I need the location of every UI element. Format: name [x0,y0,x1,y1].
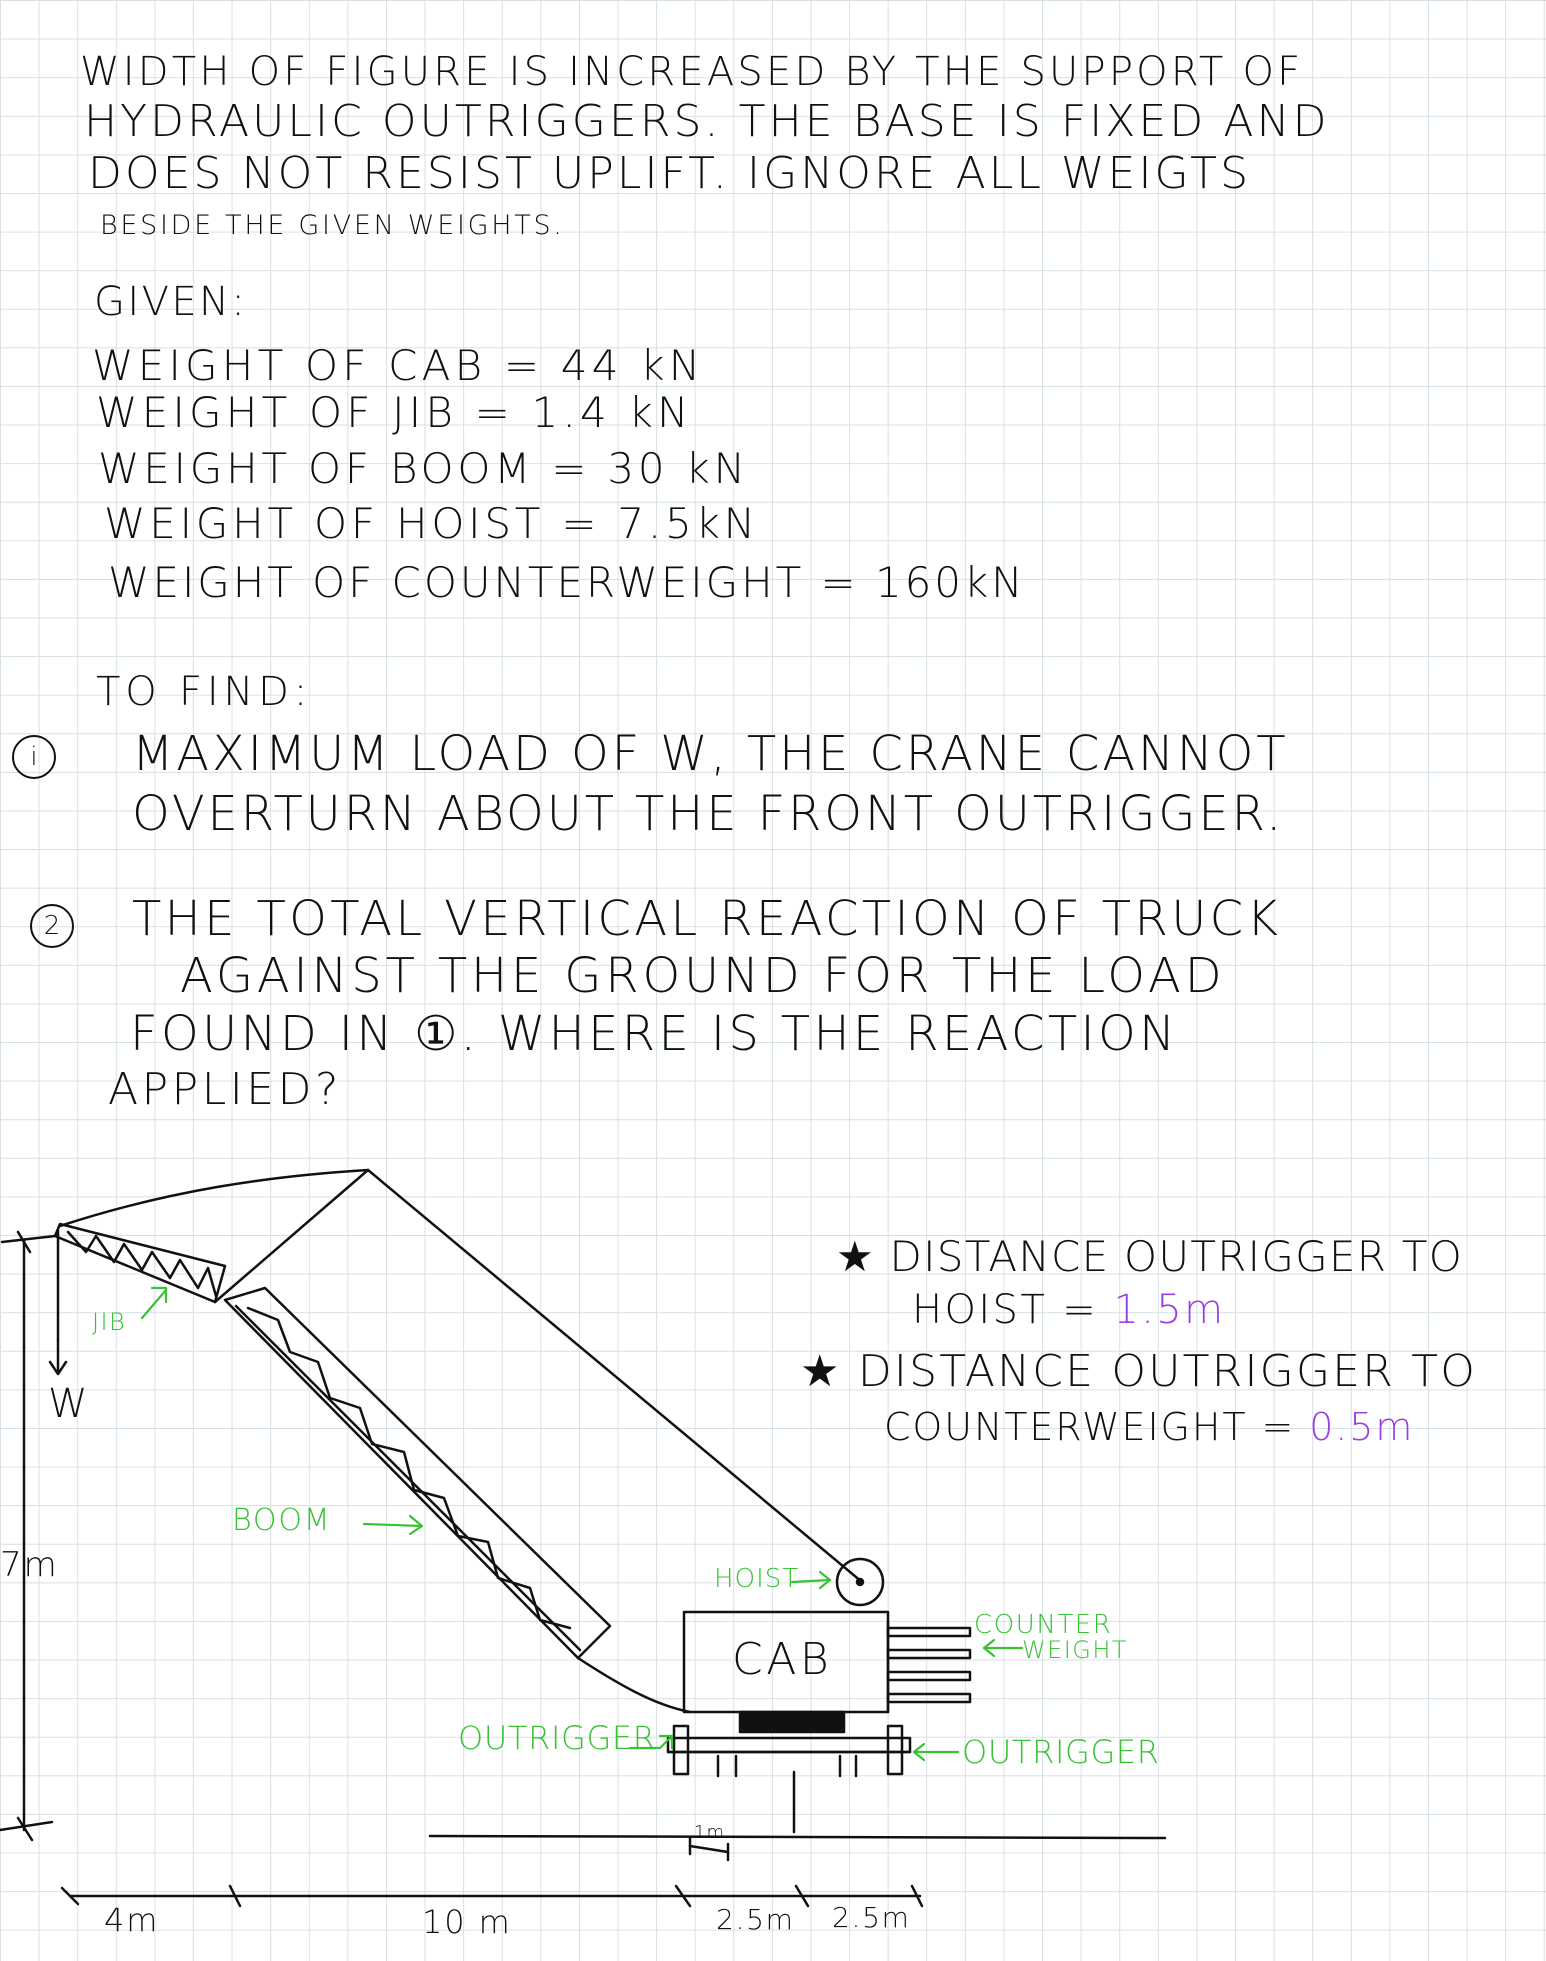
hoist-label: HOIST [714,1564,800,1594]
counterweight-label-line-2: WEIGHT [1022,1636,1128,1664]
boom-lacing [248,1308,570,1628]
load-w-arrow-head [50,1362,66,1374]
note-counterweight-line-2 [884,1405,1415,1449]
jib-label-arrow [142,1290,166,1318]
truck-frame [668,1738,910,1752]
note-counterweight-label: COUNTERWEIGHT = [884,1405,1296,1449]
to-find-heading: TO FIND: [96,669,313,715]
question-2-marker: 2 [30,904,74,948]
outrigger-right-label-arrow-head [914,1744,924,1760]
hoist-drum [837,1559,883,1605]
rigging-main-cable [368,1170,862,1582]
jib-label: JIB [92,1308,127,1336]
counterweight-plates [888,1622,970,1712]
cab-label: CAB [732,1634,833,1685]
dimension-2-5m-b-label: 2.5m [832,1901,911,1934]
given-item-counterweight: WEIGHT OF COUNTERWEIGHT = 160kN [108,558,1026,607]
boom-lacing-edge [236,1306,580,1650]
counterweight-label-line-1: COUNTER [974,1610,1113,1640]
note-hoist-line-1: ★ DISTANCE OUTRIGGER TO [836,1232,1464,1281]
jib [55,1224,225,1302]
intro-line-2: HYDRAULIC OUTRIGGERS. THE BASE IS FIXED AND [84,96,1330,147]
note-hoist-label: HOIST = [912,1287,1099,1333]
given-heading: GIVEN: [94,279,248,325]
question-1-line-2: OVERTURN ABOUT THE FRONT OUTRIGGER. [132,786,1285,842]
height-dimension-label: 7m [0,1545,59,1585]
question-2-line-4: APPLIED? [108,1064,342,1115]
dim-tick-4m [230,1886,240,1906]
outrigger-left-label: OUTRIGGER [458,1719,656,1757]
note-counterweight-line-1: ★ DISTANCE OUTRIGGER TO [800,1346,1478,1397]
dim-tick-16-5m [796,1886,808,1906]
boom-foot [578,1658,690,1712]
counterweight-label-arrow-head [984,1640,994,1656]
jib-lacing [68,1232,216,1296]
question-2-line-1: THE TOTAL VERTICAL REACTION OF TRUCK [132,891,1282,947]
rigging-back [60,1170,368,1226]
height-dimension-tick-bottom [0,1822,52,1830]
rigging-mast [215,1170,368,1302]
intro-line-4: BESIDE THE GIVEN WEIGHTS. [100,210,565,241]
outrigger-right-leg [888,1726,902,1774]
outrigger-right-label: OUTRIGGER [962,1733,1160,1771]
boom-label-arrow-head [410,1516,422,1534]
boom-label-arrow [364,1524,422,1526]
dim-tick-14m [676,1886,690,1906]
given-item-jib: WEIGHT OF JIB = 1.4 kN [96,388,693,437]
note-hoist-value: 1.5m [1113,1287,1226,1333]
intro-line-1: WIDTH OF FIGURE IS INCREASED BY THE SUPPORT OF [80,49,1304,95]
dim-1m-bar [690,1846,728,1852]
load-w-label: W [48,1381,90,1427]
question-2-line-2: AGAINST THE GROUND FOR THE LOAD [180,948,1226,1004]
given-item-cab: WEIGHT OF CAB = 44 kN [92,341,705,390]
hoist-drum-center [857,1579,863,1585]
dimension-10m-label: 10 m [422,1903,512,1941]
dimension-2-5m-a-label: 2.5m [716,1903,795,1936]
dimension-1m-label: 1m [694,1822,726,1843]
turntable [740,1712,844,1732]
height-dimension-tick-top [2,1236,55,1242]
ground-line [430,1836,1165,1838]
outrigger-left-leg [674,1726,688,1774]
given-item-hoist: WEIGHT OF HOIST = 7.5kN [104,499,759,548]
hoist-label-arrow-head [820,1572,830,1588]
question-2-line-3: FOUND IN ①. WHERE IS THE REACTION [130,1006,1179,1062]
note-hoist-line-2 [912,1287,1226,1333]
question-1-marker: i [12,735,56,779]
jib-label-arrow-head [152,1288,166,1302]
dim-tick-0 [62,1888,78,1904]
intro-line-3: DOES NOT RESIST UPLIFT. IGNORE ALL WEIGTS [88,148,1252,199]
height-dimension-tick-top-cross [18,1232,30,1252]
dim-tick-19m [912,1886,922,1906]
boom [225,1288,610,1658]
dimension-4m-label: 4m [104,1901,160,1939]
boom-label: BOOM [232,1503,332,1538]
note-counterweight-value: 0.5m [1309,1405,1415,1449]
given-item-boom: WEIGHT OF BOOM = 30 kN [98,444,749,493]
question-1-line-1: MAXIMUM LOAD OF W, THE CRANE CANNOT [132,726,1289,782]
outrigger-left-label-arrow-head [660,1736,672,1748]
height-dimension-tick-bottom-cross [18,1818,32,1840]
